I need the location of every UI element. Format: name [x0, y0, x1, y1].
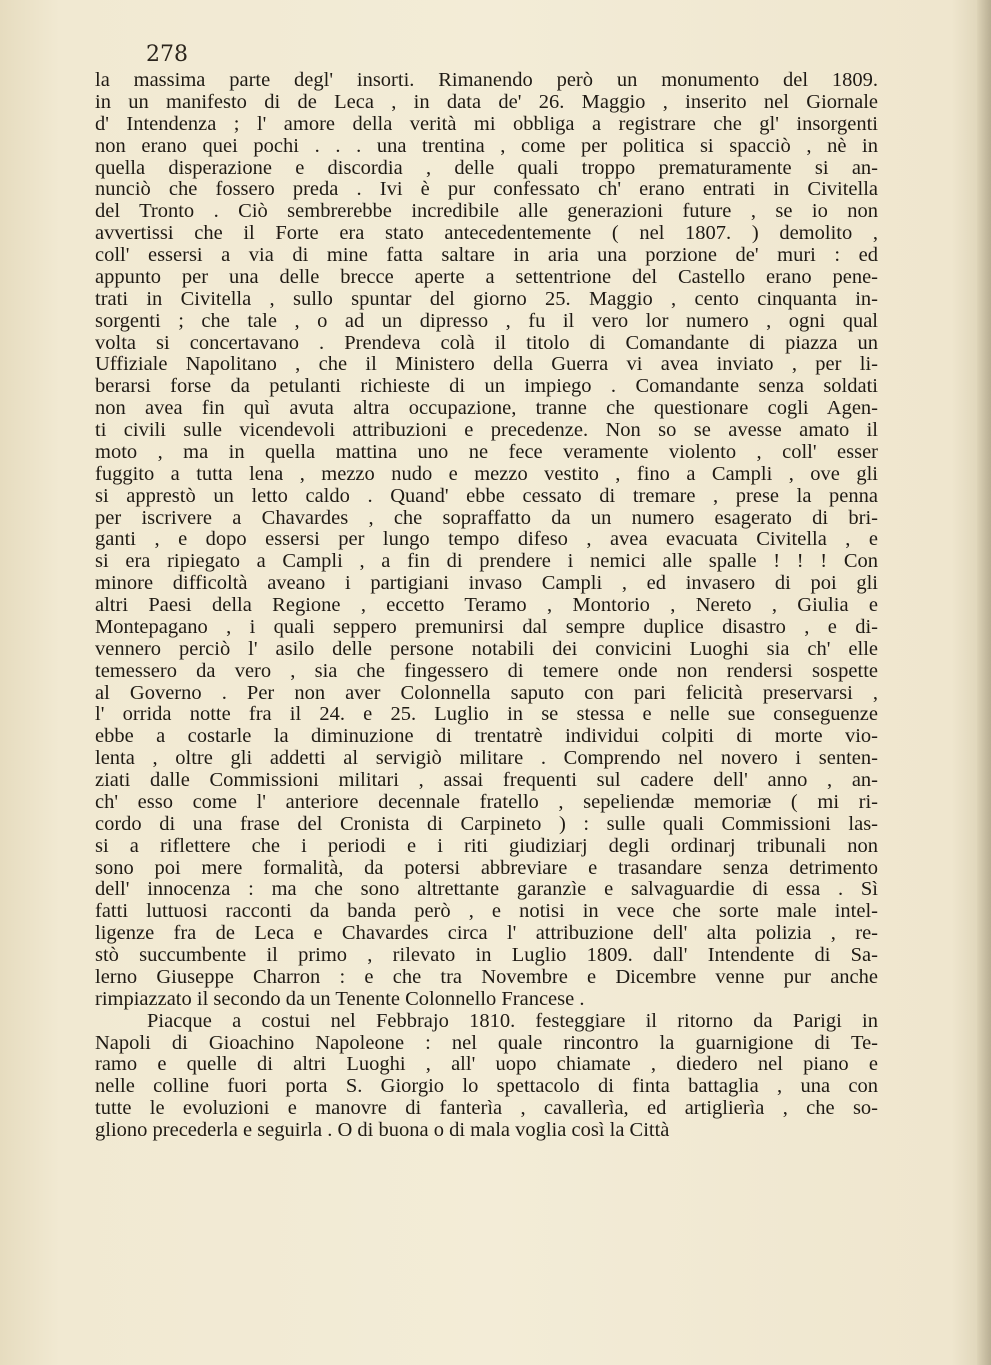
text-line: fatti luttuosi racconti da banda però , e notisi in vece che sorte male intel-	[95, 901, 878, 923]
text-line: fuggito a tutta lena , mezzo nudo e mezzo vestito , fino a Campli , ove gli	[95, 463, 878, 485]
text-line: appunto per una delle brecce aperte a settentrione del Castello erano pene-	[95, 266, 878, 288]
text-line: ramo e quelle di altri Luoghi , all' uopo chiamate , diedero nel piano e	[95, 1054, 878, 1076]
text-line: temessero da vero , sia che fingessero di temere onde non rendersi sospette	[95, 660, 878, 682]
text-line: ch' esso come l' anteriore decennale fratello , sepeliendæ memoriæ ( mi ri-	[95, 791, 878, 813]
text-line: del Tronto . Ciò sembrerebbe incredibile alle generazioni future , se io non	[95, 201, 878, 223]
text-line: ebbe a costarle la diminuzione di trentatrè individui colpiti di morte vio-	[95, 726, 878, 748]
text-line: vennero perciò l' asilo delle persone notabili dei convicini Luoghi sia ch' elle	[95, 638, 878, 660]
text-line: sono poi mere formalità, da potersi abbreviare e trasandare senza detrimento	[95, 857, 878, 879]
text-line: tutte le evoluzioni e manovre di fanterìa , cavallerìa, ed artiglierìa , che so-	[95, 1098, 878, 1120]
text-line: ziati dalle Commissioni militari , assai frequenti sul cadere dell' anno , an-	[95, 770, 878, 791]
text-line: nunciò che fossero preda . Ivi è pur confessato ch' erano entrati in Civitella	[95, 179, 878, 201]
text-line: coll' essersi a via di mine fatta saltare in aria una porzione de' muri : ed	[95, 245, 878, 266]
text-line: sorgenti ; che tale , o ad un dipresso , fu il vero lor numero , ogni qual	[95, 310, 878, 332]
text-line: gliono precederla e seguirla . O di buona o di mala voglia così la Città	[95, 1120, 670, 1141]
text-line: Montepagano , i quali seppero premunirsi dal sempre duplice disastro , e di-	[95, 616, 878, 638]
text-line: si apprestò un letto caldo . Quand' ebbe cessato di tremare , prese la penna	[95, 485, 878, 507]
page-gutter-shadow	[977, 0, 991, 1365]
text-line: non avea fin quì avuta altra occupazione, tranne che questionare cogli Agen-	[95, 398, 878, 420]
text-line: d' Intendenza ; l' amore della verità mi obbliga a registrare che gl' insorgenti	[95, 113, 878, 135]
text-line: l' orrida notte fra il 24. e 25. Luglio in se stessa e nelle sue conseguenze	[95, 704, 878, 726]
text-line: Uffiziale Napolitano , che il Ministero della Guerra vi avea inviato , per li-	[95, 354, 878, 376]
text-line: dell' innocenza : ma che sono altrettante garanzìe e salvaguardie di essa . Sì	[95, 879, 878, 901]
body-text	[95, 70, 878, 1142]
page-number: 278	[146, 42, 188, 67]
text-line: per iscrivere a Chavardes , che sopraffatto da un numero esagerato di bri-	[95, 507, 878, 529]
paragraph	[95, 70, 878, 1011]
text-line: Piacque a costui nel Febbrajo 1810. festeggiare il ritorno da Parigi in	[147, 1010, 878, 1032]
text-line: lenta , oltre gli addetti al servigiò militare . Comprendo nel novero i senten-	[95, 748, 878, 770]
text-line: non erano quei pochi . . . una trentina , come per politica si spacciò , nè in	[95, 135, 878, 157]
text-line: minore difficoltà aveano i partigiani invaso Campli , ed invasero di poi gli	[95, 573, 878, 595]
text-line: si a riflettere che i periodi e i riti giudiziarj degli ordinarj tribunali non	[95, 835, 878, 857]
text-line: Napoli di Gioachino Napoleone : nel quale rincontro la guarnigione di Te-	[95, 1032, 878, 1054]
text-line: trati in Civitella , sullo spuntar del giorno 25. Maggio , cento cinquanta in-	[95, 288, 878, 310]
text-line: in un manifesto di de Leca , in data de' 26. Maggio , inserito nel Giornale	[95, 91, 878, 113]
text-line: moto , ma in quella mattina uno ne fece veramente violento , coll' esser	[95, 441, 878, 463]
text-line: nelle colline fuori porta S. Giorgio lo spettacolo di finta battaglia , una con	[95, 1076, 878, 1098]
text-line: quella disperazione e discordia , delle quali troppo prematuramente si an-	[95, 157, 878, 179]
text-line: stò succumbente il primo , rilevato in Luglio 1809. dall' Intendente di Sa-	[95, 945, 878, 966]
text-line: la massima parte degl' insorti. Rimanendo però un monumento del 1809.	[95, 70, 878, 91]
text-line: rimpiazzato il secondo da un Tenente Colonnello Francese .	[95, 988, 585, 1010]
text-line: cordo di una frase del Cronista di Carpineto ) : sulle quali Commissioni las-	[95, 813, 878, 835]
text-line: ganti , e dopo essersi per lungo tempo difeso , avea evacuata Civitella , e	[95, 529, 878, 551]
text-line: volta si concertavano . Prendeva colà il titolo di Comandante di piazza un	[95, 332, 878, 354]
paragraph	[95, 1011, 878, 1142]
text-line: altri Paesi della Regione , eccetto Teramo , Montorio , Nereto , Giulia e	[95, 595, 878, 616]
text-line: al Governo . Per non aver Colonnella saputo con pari felicità preservarsi ,	[95, 682, 878, 704]
text-line: avvertissi che il Forte era stato antecedentemente ( nel 1807. ) demolito ,	[95, 223, 878, 245]
text-line: lerno Giuseppe Charron : e che tra Novembre e Dicembre venne pur anche	[95, 966, 878, 988]
text-line: ligenze fra de Leca e Chavardes circa l' attribuzione dell' alta polizia , re-	[95, 923, 878, 945]
text-line: berarsi forse da petulanti richieste di un impiego . Comandante senza soldati	[95, 376, 878, 398]
text-line: ti civili sulle vicendevoli attribuzioni e precedenze. Non so se avesse amato il	[95, 420, 878, 441]
text-line: si era ripiegato a Campli , a fin di prendere i nemici alle spalle ! ! ! Con	[95, 551, 878, 573]
